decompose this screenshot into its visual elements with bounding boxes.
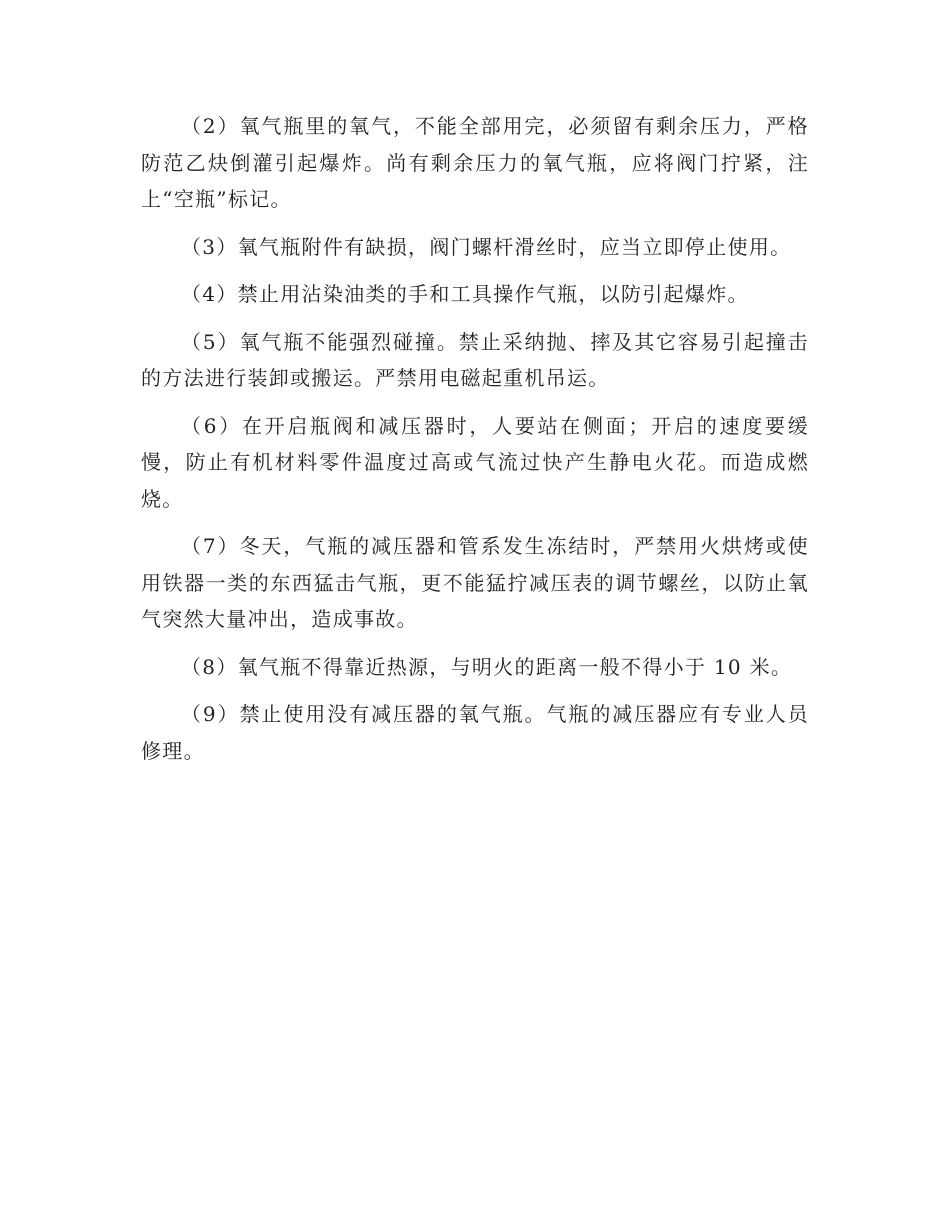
paragraph-item-5: （5）氧气瓶不能强烈碰撞。禁止采纳抛、摔及其它容易引起撞击的方法进行装卸或搬运。严禁用电磁起重机吊运。 [141, 329, 809, 390]
paragraph-item-6: （6）在开启瓶阀和减压器时，人要站在侧面；开启的速度要缓慢，防止有机材料零件温度过高或气流过快产生静电火花。而造成燃烧。 [141, 413, 809, 511]
paragraph-item-4: （4）禁止用沾染油类的手和工具操作气瓶，以防引起爆炸。 [181, 282, 749, 306]
paragraph-item-3: （3）氧气瓶附件有缺损，阀门螺杆滑丝时，应当立即停止使用。 [181, 234, 792, 259]
paragraph-item-9: （9）禁止使用没有减压器的氧气瓶。气瓶的减压器应有专业人员修理。 [141, 702, 809, 763]
paragraph-item-2: （2）氧气瓶里的氧气，不能全部用完，必须留有剩余压力，严格防范乙炔倒灌引起爆炸。尚有剩余压力的氧气瓶，应将阀门拧紧，注上“空瓶”标记。 [141, 114, 809, 211]
paragraph-item-8: （8）氧气瓶不得靠近热源，与明火的距离一般不得小于 10 米。 [181, 654, 793, 679]
document-body [141, 108, 809, 780]
paragraph-item-7: （7）冬天，气瓶的减压器和管系发生冻结时，严禁用火烘烤或使用铁器一类的东西猛击气瓶，更不能猛拧减压表的调节螺丝，以防止氧气突然大量冲出，造成事故。 [141, 534, 809, 631]
